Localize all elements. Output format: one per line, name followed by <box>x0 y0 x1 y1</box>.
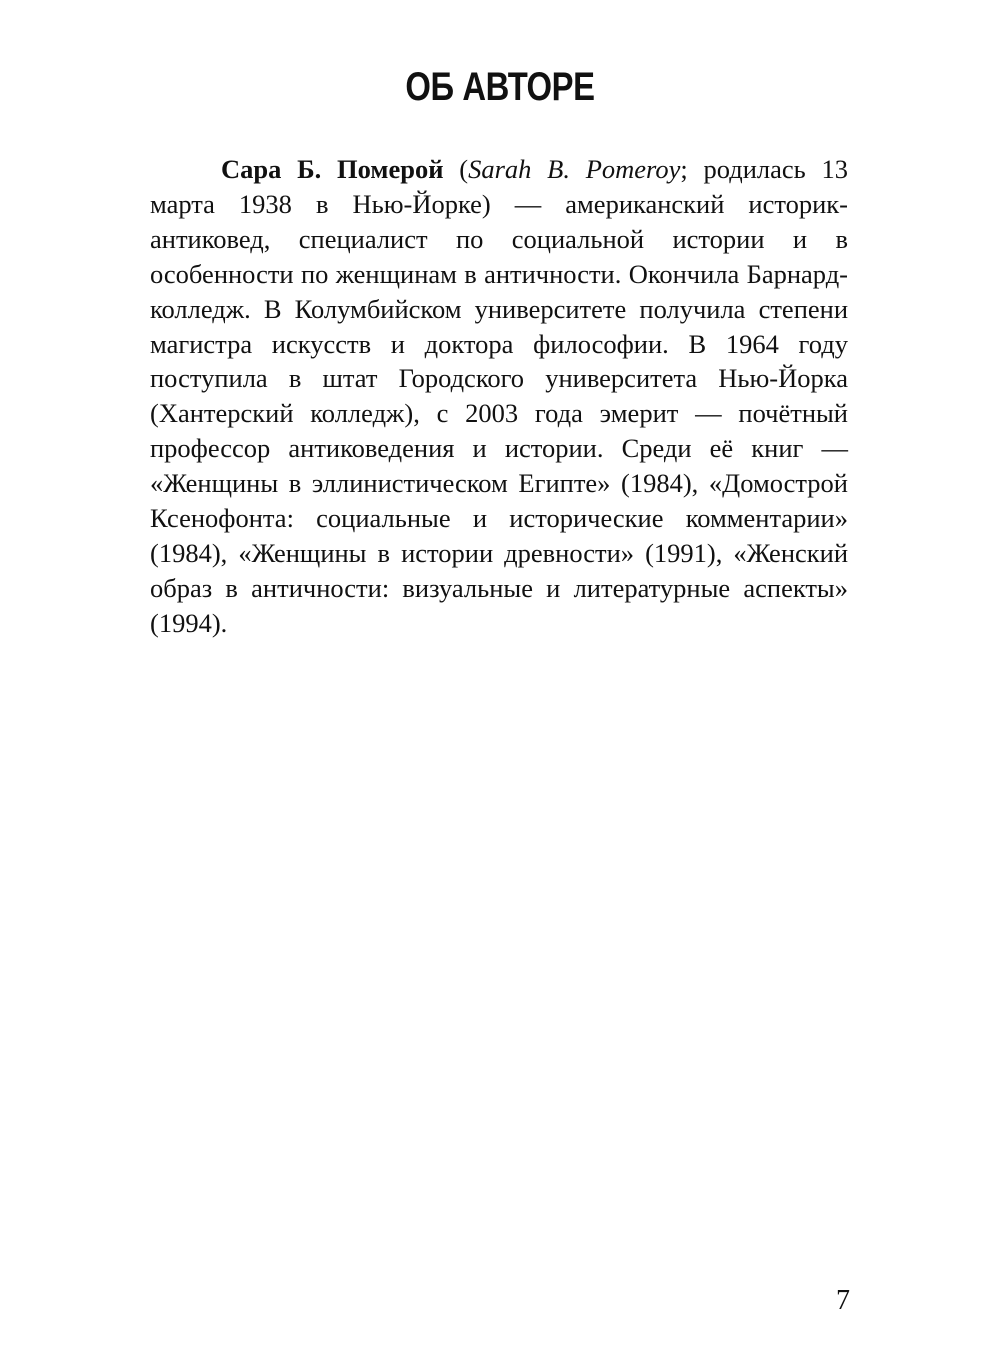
page-number: 7 <box>836 1285 850 1316</box>
open-paren: ( <box>443 154 469 184</box>
page-title: ОБ АВТОРЕ <box>405 64 595 109</box>
author-bio-paragraph <box>150 152 848 641</box>
bio-text: ; родилась 13 марта 1938 в Нью-Йорке) — американский историк-антиковед, специалист по социальной истории и в особенности по женщинам в античности. Окончила Барнард-колледж. В Колумбийском университете получила степени магистра искусств и доктора философии. В 1964 году поступила в штат Городского университета Нью-Йорка (Хантерский колледж), с 2003 года эмерит — почётный профессор антиковедения и истории. Среди её книг — «Женщины в эллинистическом Египте» (1984), «Домострой Ксенофонта: социальные и исторические комментарии» (1984), «Женщины в истории древности» (1991), «Женский образ в античности: визуальные и литературные аспекты» (1994). <box>150 154 849 638</box>
author-name: Сара Б. Померой <box>221 154 444 184</box>
author-latin-name: Sarah B. Pomeroy <box>468 154 681 184</box>
